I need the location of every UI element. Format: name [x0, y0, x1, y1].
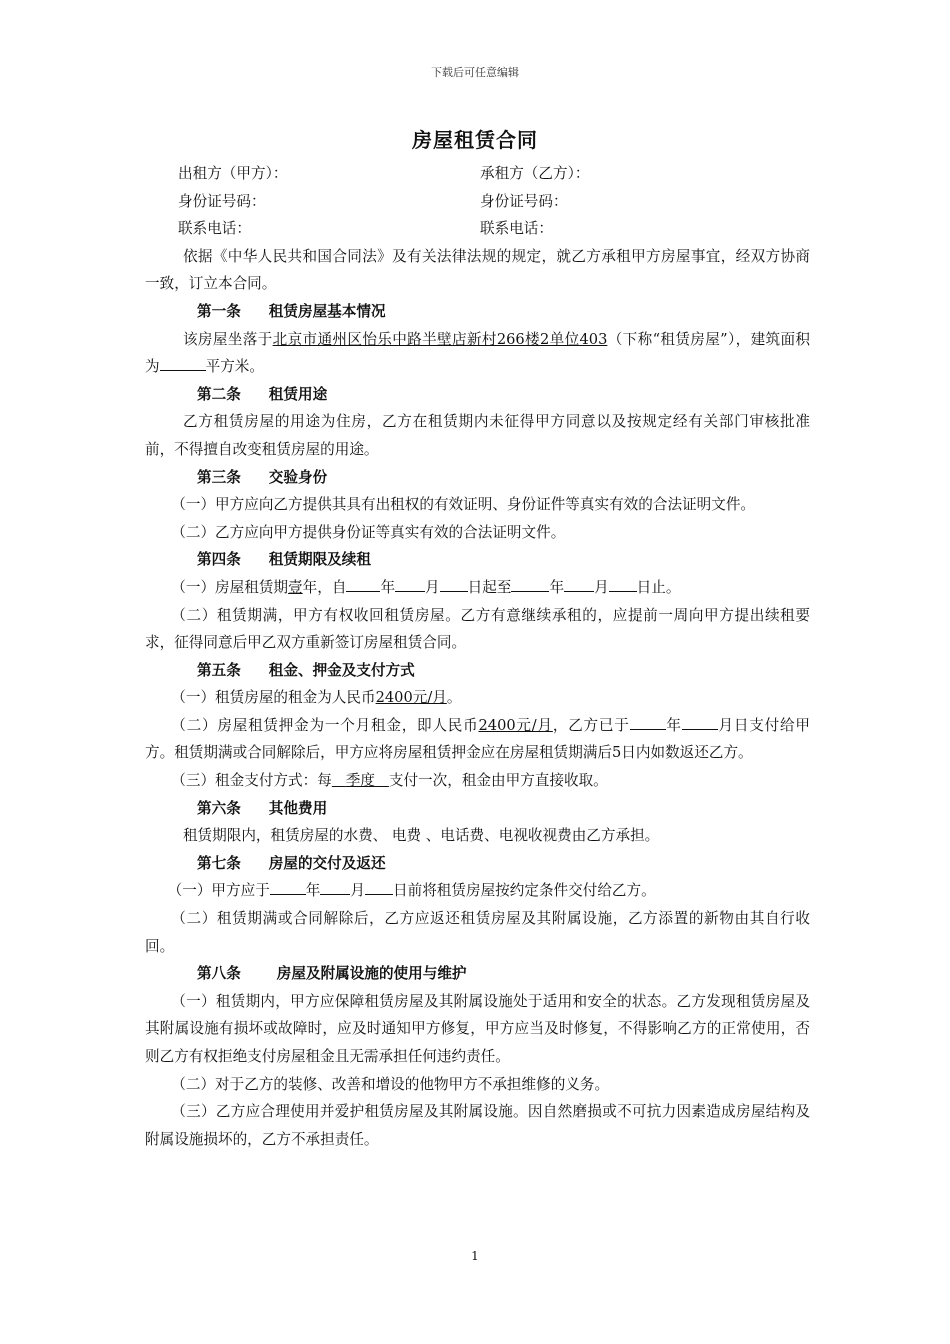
clause-text: （三）租金支付方式：每: [171, 772, 332, 790]
article-4-title: 租赁期限及续租: [268, 551, 371, 569]
start-year-blank: [346, 577, 380, 592]
delivery-year-blank: [270, 880, 306, 895]
article-7-number: 第七条: [197, 854, 241, 872]
article-7-clause-2: （二）租赁期满或合同解除后，乙方应返还租赁房屋及其附属设施，乙方添置的新物由其自行收回。: [145, 910, 810, 955]
article-8-number: 第八条: [197, 965, 241, 983]
clause-text: 日起至: [467, 578, 512, 596]
article-6-title: 其他费用: [268, 799, 328, 817]
month-label: 月: [425, 578, 440, 596]
delivery-month-blank: [320, 880, 350, 895]
clause-text: （一）甲方应于: [167, 882, 270, 900]
article-5-heading: [145, 657, 810, 685]
article-3-clause-1: （一）甲方应向乙方提供其具有出租权的有效证明、身份证件等真实有效的合法证明文件。: [171, 496, 756, 514]
page-number: 1: [471, 1249, 479, 1263]
article-4-clause-2: （二）租赁期满，甲方有权收回租赁房屋。乙方有意继续承租的，应提前一周向甲方提出续租要求，征得同意后甲乙双方重新签订房屋租赁合同。: [145, 606, 810, 652]
electricity-fee: 电费: [391, 827, 422, 845]
lease-term-value: 壹: [288, 578, 303, 596]
article-1-paragraph: [145, 326, 810, 381]
article-1-title: 租赁房屋基本情况: [268, 302, 386, 320]
article-1-heading: [145, 298, 810, 326]
article-2-paragraph: 乙方租赁房屋的用途为住房，乙方在租赁期内未征得甲方同意以及按规定经有关部门审核批准前，不得擅自改变租赁房屋的用途。: [145, 413, 810, 458]
end-year-blank: [511, 577, 549, 592]
article-8-clause-3: （三）乙方应合理使用并爱护租赁房屋及其附属设施。因自然磨损或不可抗力因素造成房屋结构及附属设施损坏的，乙方不承担责任。: [145, 1103, 810, 1148]
area-blank: [160, 356, 206, 371]
article-3-clause-2: （二）乙方应向甲方提供身份证等真实有效的合法证明文件。: [171, 523, 566, 541]
clause-text: 日支付给甲方。租赁期满或合同解除后，甲方应将房屋租赁押金应在房屋租赁期满后5日内如数返还乙方。: [145, 716, 810, 762]
article-5-clause-1: [145, 684, 810, 712]
article-8-clause-1: （一）租赁期内，甲方应保障租赁房屋及其附属设施处于适用和安全的状态。乙方发现租赁房屋及其附属设施有损坏或故障时，应及时通知甲方修复，甲方应当及时修复，不得影响乙方的正常使用，否则乙方有权拒绝支付房屋租金且无需承担任何违约责任。: [145, 992, 810, 1065]
article-7-heading: [145, 850, 810, 878]
article-6-heading: [145, 795, 810, 823]
article-8-clause-2: （二）对于乙方的装修、改善和增设的他物甲方不承担维修的义务。: [171, 1075, 610, 1093]
article-2-title: 租赁用途: [268, 385, 328, 403]
deposit-amount: 2400元/月: [478, 716, 553, 734]
article-7-clause-1: [145, 877, 810, 905]
clause-text: 日前将租赁房屋按约定条件交付给乙方。: [393, 882, 656, 900]
clause-text: 。: [446, 689, 462, 707]
intro-paragraph: 依据《中华人民共和国合同法》及有关法律法规的规定，就乙方承租甲方房屋事宜，经双方协商一致，订立本合同。: [145, 247, 810, 293]
article-1-text: （下称“租赁房屋”），建筑面积为: [145, 330, 810, 376]
lessor-phone-label: 联系电话：: [178, 220, 251, 238]
article-4-heading: [145, 546, 810, 574]
payment-period-value: 季度: [345, 772, 375, 790]
paid-month-blank: [682, 715, 718, 730]
article-4-clause-1: [145, 574, 810, 602]
end-month-blank: [564, 577, 594, 592]
article-5-title: 租金、押金及支付方式: [268, 661, 415, 679]
article-3-heading: [145, 464, 810, 492]
article-6-paragraph: [145, 822, 810, 850]
year-label: 年: [380, 578, 396, 596]
month-label: 月: [350, 882, 366, 900]
article-8-title: 房屋及附属设施的使用与维护: [276, 965, 467, 983]
rent-amount: 2400元/月: [375, 689, 447, 707]
article-5-clause-2: （二）房屋租赁押金为一个月租金，即人民币2400元/月，乙方已于 年 月日支付给甲方。租赁期满或合同解除后，甲方应将房屋租赁押金应在房屋租赁期满后5日内如数返还乙方。: [145, 716, 810, 762]
article-6-number: 第六条: [197, 799, 241, 817]
article-7-title: 房屋的交付及返还: [268, 854, 386, 872]
payment-period: [332, 772, 389, 789]
clause-text: （一）房屋租赁期: [171, 578, 289, 596]
article-1-text: 平方米。: [205, 358, 264, 376]
article-5-number: 第五条: [197, 661, 241, 679]
article-2-number: 第二条: [197, 385, 241, 403]
delivery-day-blank: [365, 880, 393, 895]
lessee-label: 承租方（乙方）：: [480, 165, 590, 182]
clause-text: 、电话费、电视收视费由乙方承担。: [425, 827, 660, 845]
document-title: 房屋租赁合同: [412, 128, 538, 152]
contract-body: [145, 160, 810, 1153]
month-label: 月: [594, 578, 609, 596]
article-3-number: 第三条: [197, 468, 241, 486]
year-label: 年: [305, 882, 321, 900]
lessee-id-label: 身份证号码：: [480, 192, 568, 210]
article-8-heading: [145, 960, 810, 988]
clause-text: 支付一次，租金由甲方直接收取。: [388, 772, 608, 790]
lessee-phone-label: 联系电话：: [480, 220, 553, 238]
year-label: 年: [549, 578, 565, 596]
clause-text: 日止。: [636, 578, 681, 596]
article-5-clause-3: [145, 767, 810, 795]
article-2-heading: [145, 381, 810, 409]
article-3-title: 交验身份: [268, 468, 328, 486]
clause-text: ，乙方已于: [552, 716, 630, 734]
header-note: 下载后可任意编辑: [431, 66, 519, 79]
party-id-row: [145, 188, 810, 216]
paid-year-blank: [630, 715, 666, 730]
lessor-id-label: 身份证号码：: [178, 192, 266, 210]
clause-text: 年，自: [302, 578, 347, 596]
clause-text: （一）租赁房屋的租金为人民币: [171, 689, 376, 707]
lessor-label: 出租方（甲方）：: [178, 165, 288, 182]
year-label: 年: [665, 716, 682, 734]
party-phone-row: [145, 215, 810, 243]
clause-text: （二）房屋租赁押金为一个月租金，即人民币: [171, 716, 479, 734]
article-1-text: 该房屋坐落于: [182, 330, 273, 348]
party-names-row: [145, 160, 810, 188]
clause-text: 租赁期限内，租赁房屋的水费、: [182, 827, 388, 845]
end-day-blank: [609, 577, 637, 592]
article-4-number: 第四条: [197, 551, 241, 569]
property-address: 北京市通州区怡乐中路半壁店新村266楼2单位403: [272, 330, 608, 348]
article-1-number: 第一条: [197, 302, 241, 320]
start-month-blank: [395, 577, 425, 592]
start-day-blank: [440, 577, 468, 592]
